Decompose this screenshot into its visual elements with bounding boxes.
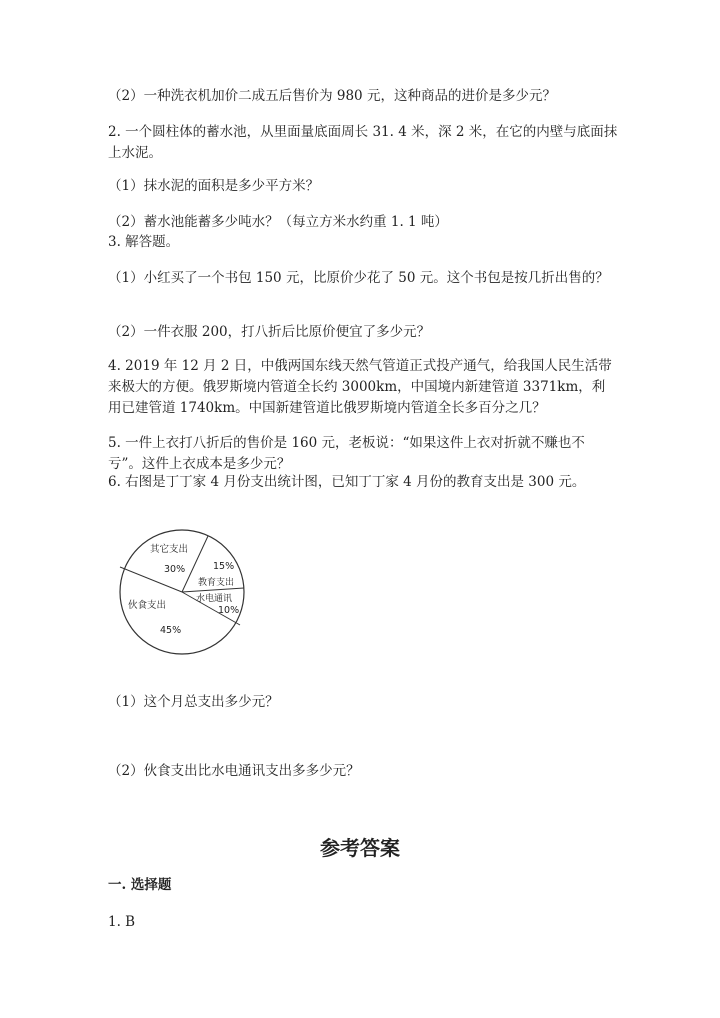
answers-heading: 参考答案: [320, 836, 400, 860]
expense-pie-chart: [112, 522, 252, 662]
question-6-part-1: （1）这个月总支出多少元？: [108, 694, 279, 710]
question-6-part-2: （2）伙食支出比水电通讯支出多多少元？: [108, 763, 360, 779]
question-2: 2. 一个圆柱体的蓄水池，从里面量底面周长 31. 4 米，深 2 米，在它的内壁与底面抹上水泥。: [108, 124, 618, 161]
slice-value-other: 30%: [164, 564, 186, 575]
question-3-part-2: （2）一件衣服 200，打八折后比原价便宜了多少元？: [108, 324, 431, 340]
question-4: 4. 2019 年 12 月 2 日，中俄两国东线天然气管道正式投产通气，给我国人民生活带来极大的方便。俄罗斯境内管道全长约 3000km，中国境内新建管道 3371km，利用已建管道 1740km。中国新建管道比俄罗斯境内管道全长多百分之几？: [108, 358, 612, 416]
slice-value-education: 15%: [213, 561, 235, 572]
answers-section-title: 一. 选择题: [108, 877, 172, 893]
slice-value-food: 45%: [160, 625, 182, 636]
question-5: 5. 一件上衣打八折后的售价是 160 元，老板说：“如果这件上衣对折就不赚也不亏”。这件上衣成本是多少元？: [108, 435, 585, 472]
slice-label-food: 伙食支出: [128, 600, 167, 611]
question-2-part-1: （1）抹水泥的面积是多少平方米？: [108, 178, 320, 194]
question-6: 6. 右图是丁丁家 4 月份支出统计图，已知丁丁家 4 月份的教育支出是 300 元。: [108, 474, 586, 490]
question-3-part-1: （1）小红买了一个书包 150 元，比原价少花了 50 元。这个书包是按几折出售的？: [108, 270, 609, 286]
question-2-part-2: （2）一种洗衣机加价二成五后售价为 980 元，这种商品的进价是多少元？: [108, 88, 556, 104]
pie-divider-mid: [182, 588, 244, 592]
slice-label-education: 教育支出: [198, 578, 235, 588]
question-3: 3. 解答题。: [108, 234, 180, 250]
answer-1: 1. B: [108, 914, 136, 930]
question-2-part-2b: （2）蓄水池能蓄多少吨水？（每立方米水约重 1. 1 吨）: [108, 214, 448, 230]
slice-label-other: 其它支出: [150, 544, 189, 555]
slice-label-utilities: 水电通讯: [196, 594, 233, 604]
slice-value-utilities: 10%: [218, 605, 240, 616]
